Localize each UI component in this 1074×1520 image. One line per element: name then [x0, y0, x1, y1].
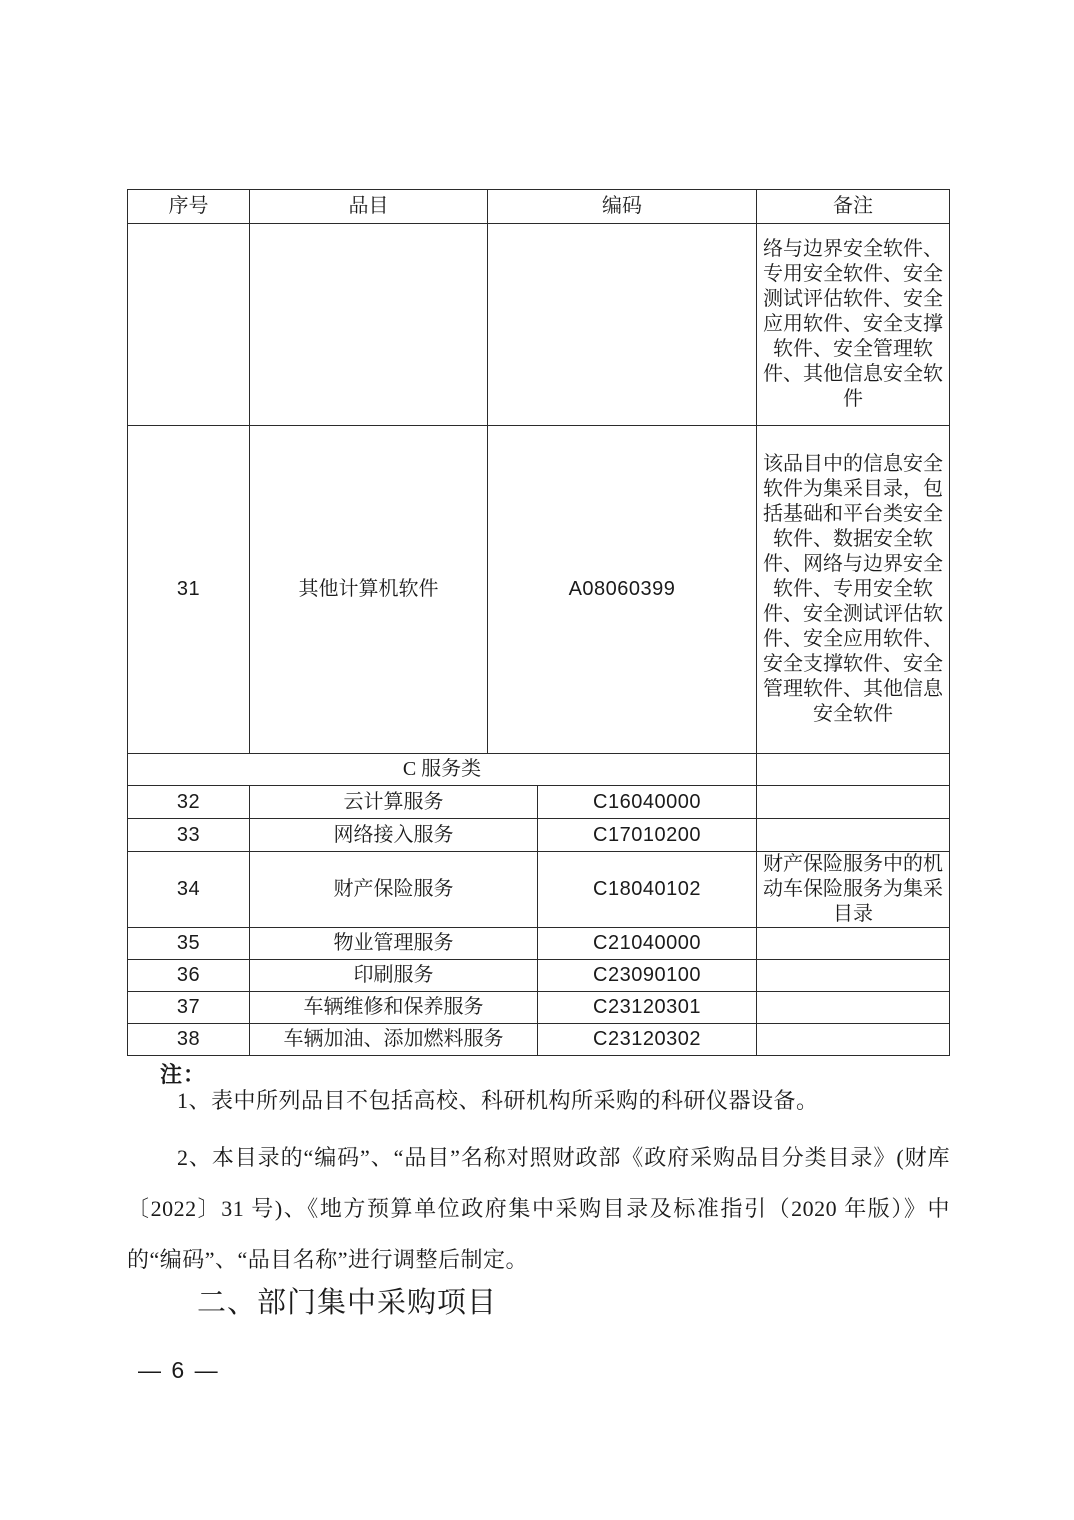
procurement-catalog-table	[127, 189, 950, 1056]
header-remark: 备注	[757, 190, 950, 224]
cell-code: C23120302	[538, 1024, 757, 1056]
cell-code: C21040000	[538, 928, 757, 960]
header-no: 序号	[128, 190, 250, 224]
cell-item: 其他计算机软件	[250, 426, 488, 754]
table-row-35	[128, 928, 950, 960]
cell-remark	[757, 960, 950, 992]
cell-code: C23090100	[538, 960, 757, 992]
cell-item: 物业管理服务	[250, 928, 538, 960]
note-2: 2、本目录的“编码”、“品目”名称对照财政部《政府采购品目分类目录》(财库〔2022〕31 号)、《地方预算单位政府集中采购目录及标准指引（2020 年版）》中的“编码”、“品目名称”进行调整后制定。	[127, 1145, 950, 1272]
table-row-32	[128, 786, 950, 819]
cell-no: 34	[128, 852, 250, 928]
notes-label: 注：	[160, 1062, 207, 1087]
cell-code: C18040102	[538, 852, 757, 928]
cell-no-empty	[128, 224, 250, 426]
table-row-36	[128, 960, 950, 992]
table-row-31	[128, 426, 950, 754]
page-number: — 6 —	[138, 1357, 220, 1383]
table-row-38	[128, 1024, 950, 1056]
cell-no: 37	[128, 992, 250, 1024]
section-c-row	[128, 754, 950, 786]
section-c-remark-empty	[757, 754, 950, 786]
cell-no: 32	[128, 786, 250, 819]
cell-remark	[757, 992, 950, 1024]
cell-remark: 该品目中的信息安全软件为集采目录，包括基础和平台类安全软件、数据安全软件、网络与边界安全软件、专用安全软件、安全测试评估软件、安全应用软件、安全支撑软件、安全管理软件、其他信息安全软件	[757, 426, 950, 754]
table-header-row	[128, 190, 950, 224]
cell-item: 车辆加油、添加燃料服务	[250, 1024, 538, 1056]
cell-item: 车辆维修和保养服务	[250, 992, 538, 1024]
header-code: 编码	[488, 190, 757, 224]
header-item: 品目	[250, 190, 488, 224]
cell-code: C16040000	[538, 786, 757, 819]
carryover-row	[128, 224, 950, 426]
cell-remark	[757, 1024, 950, 1056]
cell-item: 印刷服务	[250, 960, 538, 992]
cell-no: 31	[128, 426, 250, 754]
cell-item-empty	[250, 224, 488, 426]
cell-code: C23120301	[538, 992, 757, 1024]
cell-no: 33	[128, 819, 250, 852]
cell-code: A08060399	[488, 426, 757, 754]
cell-remark	[757, 928, 950, 960]
cell-remark	[757, 786, 950, 819]
cell-no: 36	[128, 960, 250, 992]
section-c-label: C 服务类	[128, 754, 757, 786]
note-1: 1、表中所列品目不包括高校、科研机构所采购的科研仪器设备。	[177, 1088, 819, 1113]
cell-item: 云计算服务	[250, 786, 538, 819]
cell-no: 38	[128, 1024, 250, 1056]
cell-remark: 财产保险服务中的机动车保险服务为集采目录	[757, 852, 950, 928]
cell-remark	[757, 819, 950, 852]
cell-item: 财产保险服务	[250, 852, 538, 928]
table-row-33	[128, 819, 950, 852]
cell-code-empty	[488, 224, 757, 426]
cell-no: 35	[128, 928, 250, 960]
cell-code: C17010200	[538, 819, 757, 852]
table-row-37	[128, 992, 950, 1024]
cell-remark-carryover: 络与边界安全软件、专用安全软件、安全测试评估软件、安全应用软件、安全支撑软件、安全管理软件、其他信息安全软件	[757, 224, 950, 426]
cell-item: 网络接入服务	[250, 819, 538, 852]
section-heading: 二、部门集中采购项目	[197, 1287, 498, 1319]
table-row-34	[128, 852, 950, 928]
